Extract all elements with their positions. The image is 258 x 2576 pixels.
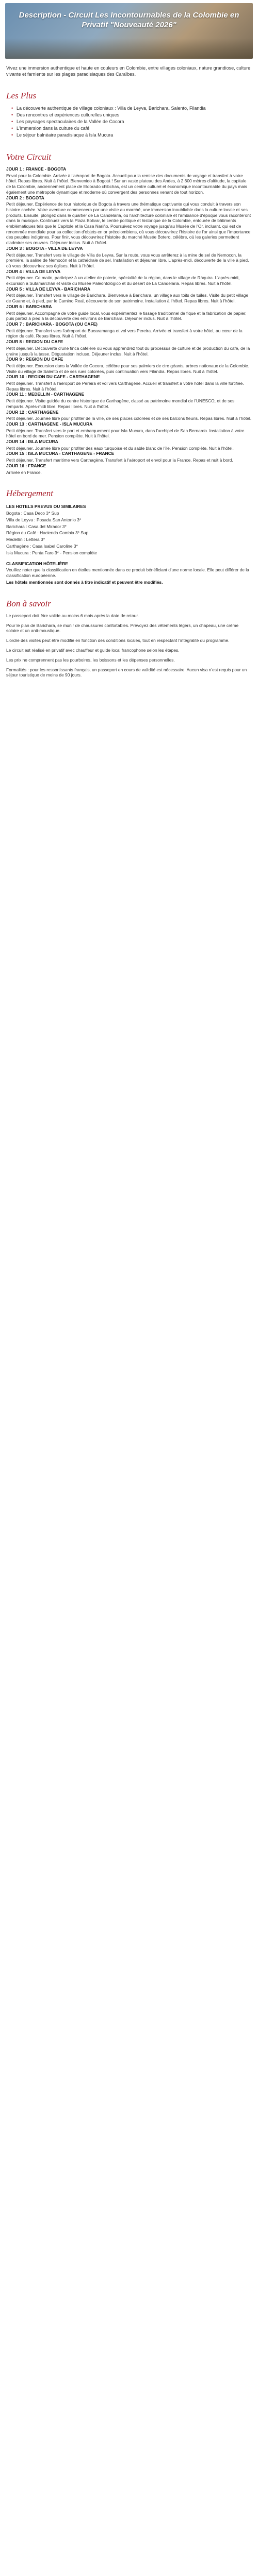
plus-item: • La découverte authentique de village coloniaux : Villa de Leyva, Barichara, Salento, Filandia xyxy=(11,105,252,112)
day-heading: JOUR 9 : REGION DU CAFE xyxy=(6,357,63,362)
circuit-day xyxy=(6,374,252,392)
day-heading: JOUR 11 : MEDELLIN - CARTHAGENE xyxy=(6,392,85,397)
bon-title: Bon à savoir xyxy=(6,598,51,608)
circuit-day xyxy=(6,321,252,339)
hotel-item: Medellín : Lettera 3* xyxy=(6,537,45,543)
hotel-item: Villa de Leyva : Posada San Antonio 3* xyxy=(6,517,82,522)
day-heading: JOUR 2 : BOGOTA xyxy=(6,195,44,200)
day-heading: JOUR 5 : VILLA DE LEYVA - BARICHARA xyxy=(6,286,91,292)
classification-subtitle: CLASSIFICATION HÔTELIÈRE xyxy=(6,561,68,566)
hebergement-title: Hébergement xyxy=(6,488,53,499)
day-heading: JOUR 16 : FRANCE xyxy=(6,463,46,468)
circuit-day xyxy=(6,195,252,246)
circuit-list xyxy=(6,166,252,475)
classification-note: Les hôtels mentionnés sont donnés à titre indicatif et peuvent être modifiés. xyxy=(6,580,163,585)
day-heading: JOUR 7 : BARICHARA - BOGOTA (OU CAFE) xyxy=(6,321,98,327)
circuit-day xyxy=(6,339,252,357)
day-heading: JOUR 14 : ISLA MUCURA xyxy=(6,439,58,445)
day-description: Petit déjeuner. Visite guidée du centre historique de Carthagène, classé au patrimoine mondial de l'UNESCO, et de ses remparts. Après-midi libre. Repas libres. Nuit à l'hôtel. xyxy=(6,398,235,409)
day-heading: JOUR 4 : VILLA DE LEYVA xyxy=(6,268,61,274)
plus-item: • Les paysages spectaculaires de la Vallée de Cocora xyxy=(11,118,252,125)
circuit-day xyxy=(6,166,252,195)
circuit-day xyxy=(6,410,252,421)
plus-item: • Des rencontres et expériences culturelles uniques xyxy=(11,112,252,118)
day-heading: JOUR 10 : REGION DU CAFE - CARTHAGENE xyxy=(6,374,100,380)
circuit-day xyxy=(6,463,252,475)
day-description: Petit déjeuner. Expérience de tour historique de Bogota à travers une thématique captivante qui vous conduit à travers son histoire cachée. Votre aventure commencera par une visite au marché, une immersion inoubliable dans la culture locale et ses produits. Ensuite, plongez dans le quartier de La Candelaria, où l'architecture coloniale et l'ambiance d'époque vous raconteront dans la musique. Continuez vers la Plaza Bolivar, le centre politique et historique de la Colombie, entourée de bâtiments emblématiques tels que le Capitole et la Casa Nariño. Poursuivez votre voyage jusqu'au Musée de l'Or, incluant, qui est de renommée mondiale pour sa collection d'objets en or précolombiens, où vous découvrirez l'histoire de l'or ainsi que l'importance des peuples indigènes. Pour finir, vous découvrirez l'histoire du marché Musée Botero, célèbre, où les galeries permettent d'admirer ses œuvres. Déjeuner inclus. Nuit à l'hôtel. xyxy=(6,201,251,246)
hotel-item: Isla Mucura : Punta Faro 3* - Pension complète xyxy=(6,550,97,555)
day-heading: JOUR 3 : BOGOTA - VILLA DE LEYVA xyxy=(6,245,83,251)
circuit-day xyxy=(6,357,252,374)
hero-title: Description - Circuit Les Incontournables de la Colombie en Privatif "Nouveauté 2026" xyxy=(19,11,239,29)
bon-paragraph: Le passeport doit être valide au moins 6 mois après la date de retour. xyxy=(6,613,139,618)
bon-paragraph: Pour le plan de Barichara, se munir de chaussures confortables. Prévoyez des vêtements légers, un chapeau, une crème solaire et un anti-moustique. xyxy=(6,622,239,634)
hero-banner xyxy=(5,3,253,59)
day-heading: JOUR 12 : CARTHAGENE xyxy=(6,409,59,415)
bon-paragraph: Les prix ne comprennent pas les pourboires, les boissons et les dépenses personnelles. xyxy=(6,657,175,663)
plus-item: • L'immersion dans la culture du café xyxy=(11,125,252,132)
hotel-item: Barichara : Casa del Mirador 3* xyxy=(6,523,67,529)
day-description: Petit déjeuner. Ce matin, participez à un atelier de poterie, spécialité de la région, dans le village de Ráquira. L'après-midi, excursion à Sutamarchán et visite du Musée Paleontológico et du désert de La Candelaria. Repas libres. Nuit à l'hôtel. xyxy=(6,275,240,286)
circuit-day xyxy=(6,304,252,321)
plus-item: • Le séjour balnéaire paradisiaque à Isla Mucura xyxy=(11,132,252,139)
day-heading: JOUR 13 : CARTHAGENE - ISLA MUCURA xyxy=(6,421,93,427)
day-description: Petit déjeuner. Excursion dans la Vallée de Cocora, célèbre pour ses palmiers de cire géants, arbres nationaux de la Colombie. Visite du village de Salento et de ses rues colorées, puis continuation vers Filandia. Repas libres. Nuit à l'hôtel. xyxy=(6,363,249,374)
hebergement-block xyxy=(6,504,252,585)
day-heading: JOUR 6 : BARICHARA xyxy=(6,303,52,309)
circuit-day xyxy=(6,439,252,451)
day-description: Petit déjeuner. Découverte d'une finca caféière où vous apprendrez tout du processus de culture et de production du café, de la graine jusqu'à la tasse. Dégustation incluse. Déjeuner inclus. Nuit à l'hôtel. xyxy=(6,345,250,357)
day-description: Petit déjeuner. Transfert vers le village de Villa de Leyva. Sur la route, vous vous arrêterez à la mine de sel de Nemocon, la première, la saline de Nemocón et la cathédrale de sel. Installation et déjeuner libre. L'après-midi, découverte de la ville à pied, où vous découvrirez ses églises. Nuit à l'hôtel. xyxy=(6,252,249,268)
day-description: Petit déjeuner. Transfert vers le village de Barichara. Bienvenue à Barichara, un village aux toits de tuiles. Visite du petit village de Guane et, à pied, par le Camino Real, découverte de son patrimoine. Installation à l'hôtel. Repas libres. Nuit à l'hôtel. xyxy=(6,293,249,304)
hotel-item: Carthagène : Casa Isabel Caroline 3* xyxy=(6,544,78,549)
hotel-item: Bogota : Casa Deco 3* Sup xyxy=(6,511,59,516)
day-description: Envol pour la Colombie. Arrivée à l'aéroport de Bogota. Accueil pour la remise des documents de voyage et transfert à votre hôtel. Repas libres. Nuit à l'hôtel. Bienvenido à Bogotá ! Sur un vaste plateau des Andes, à 2 600 mètres d'altitude, la capitale de la Colombie, anciennement place de Eldorado chibchas, est un centre culturel et économique incontournable du pays mais également une métropole dynamique et moderne où convergent des personnes venant de tout horizon. xyxy=(6,173,247,195)
circuit-day xyxy=(6,451,252,463)
day-description: Petit déjeuner. Transfert maritime vers Carthagène. Transfert à l'aéroport et envol pour la France. Repas et nuit à bord. xyxy=(6,457,233,463)
bon-paragraph: Formalités : pour les ressortissants français, un passeport en cours de validité est nécessaire. Aucun visa n'est requis pour un séjour touristique de moins de 90 jours. xyxy=(6,667,247,678)
day-description: Arrivée en France. xyxy=(6,469,42,475)
circuit-day xyxy=(6,246,252,269)
day-description: Petit déjeuner. Transfert vers l'aéroport de Bucaramanga et vol vers Pereira. Arrivée et transfert à votre hôtel, au cœur de la région du café. Repas libres. Nuit à l'hôtel. xyxy=(6,328,243,339)
day-description: Petit déjeuner. Accompagné de votre guide local, vous expérimentez le tissage traditionnel de fique et la fabrication de papier, puis partez à pied à la découverte des environs de Barichara. Déjeuner inclus. Nuit à l'hôtel. xyxy=(6,310,247,321)
hotel-item: Région du Café : Hacienda Combia 3* Sup xyxy=(6,530,89,536)
hotels-list xyxy=(6,511,252,556)
circuit-day xyxy=(6,286,252,304)
day-description: Petit déjeuner. Journée libre pour profiter des eaux turquoise et du sable blanc de l'île. Pension complète. Nuit à l'hôtel. xyxy=(6,445,234,451)
classification-text: Veuillez noter que la classification en étoiles mentionnée dans ce produit bénéficiant d'une norme locale. Elle peut différer de la classification européenne. xyxy=(6,567,249,579)
plus-title: Les Plus xyxy=(6,91,37,100)
bon-list xyxy=(6,613,252,678)
day-description: Petit déjeuner. Transfert à l'aéroport de Pereira et vol vers Carthagène. Accueil et transfert à votre hôtel dans la ville fortifiée. Repas libres. Nuit à l'hôtel. xyxy=(6,381,244,392)
day-heading: JOUR 15 : ISLA MUCURA - CARTHAGENE - FRANCE xyxy=(6,451,115,456)
day-heading: JOUR 1 : FRANCE - BOGOTA xyxy=(6,166,67,172)
hotels-subtitle: LES HOTELS PREVUS OU SIMILAIRES xyxy=(6,504,86,510)
day-description: Petit déjeuner. Transfert vers le port et embarquement pour Isla Mucura, dans l'archipel de San Bernardo. Installation à votre hôtel en bord de mer. Pension complète. Nuit à l'hôtel. xyxy=(6,428,245,439)
intro-text: Vivez une immersion authentique et haute en couleurs en Colombie, entre villages coloniaux, nature grandiose, culture vivante et farniente sur les plages paradisiaques des Caraïbes. xyxy=(6,65,251,77)
circuit-day xyxy=(6,392,252,409)
bon-paragraph: L'ordre des visites peut être modifié en fonction des conditions locales, tout en respectant l'intégralité du programme. xyxy=(6,638,230,643)
circuit-day xyxy=(6,269,252,286)
circuit-day xyxy=(6,421,252,439)
plus-list xyxy=(6,105,252,139)
day-heading: JOUR 8 : REGION DU CAFE xyxy=(6,339,63,345)
bon-paragraph: Le circuit est réalisé en privatif avec chauffeur et guide local francophone selon les étapes. xyxy=(6,648,180,653)
circuit-title: Votre Circuit xyxy=(6,152,52,162)
day-description: Petit déjeuner. Journée libre pour profiter de la ville, de ses places colorées et de ses balcons fleuris. Repas libres. Nuit à l'hôtel. xyxy=(6,416,252,421)
